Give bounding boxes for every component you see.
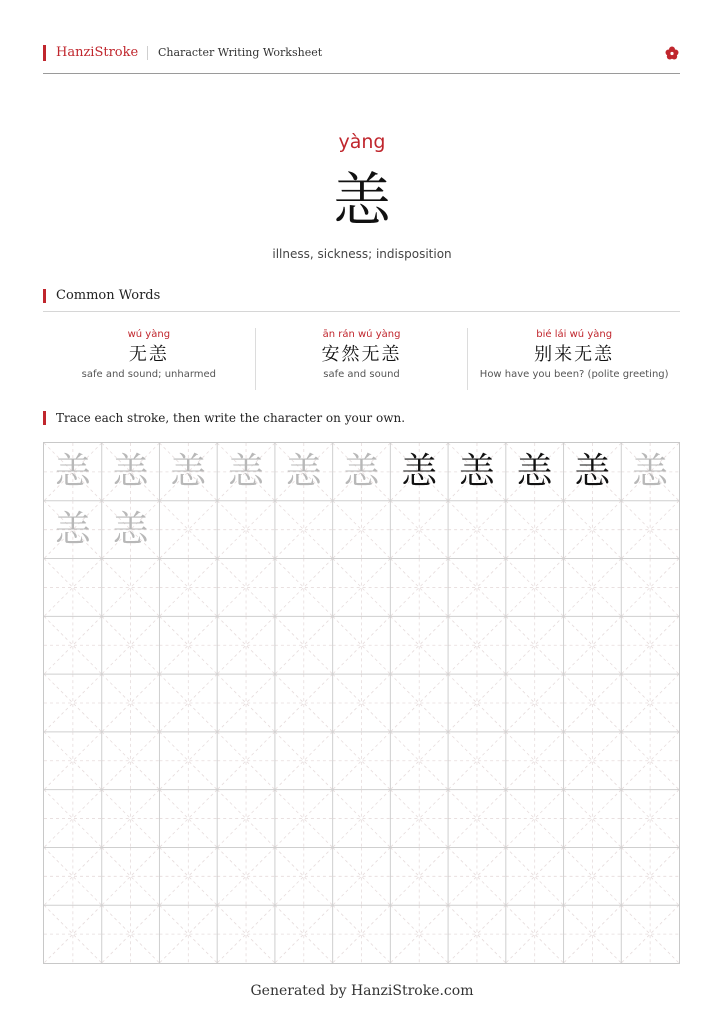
word-meaning: safe and sound; unharmed <box>81 369 217 380</box>
practice-instruction: Trace each stroke, then write the character on your own. <box>43 411 405 425</box>
word-card <box>255 328 468 390</box>
stroke-order-cell: 恙 <box>401 451 438 492</box>
footer-credit: Generated by HanziStroke.com <box>250 983 474 999</box>
word-meaning: How have you been? (polite greeting) <box>479 369 669 380</box>
common-words-title: Common Words <box>43 289 160 303</box>
stroke-order-cell: 恙 <box>228 451 265 492</box>
word-card <box>467 328 680 390</box>
main-character: 恙 <box>332 166 391 234</box>
section-divider <box>43 311 680 312</box>
word-pinyin: bié lái wú yàng <box>536 329 613 340</box>
practice-grid[interactable] <box>43 442 680 964</box>
word-hanzi: 安然无恙 <box>321 344 402 365</box>
trace-cell[interactable]: 恙 <box>54 508 91 550</box>
word-meaning: safe and sound <box>323 369 400 380</box>
stroke-order-cell: 恙 <box>574 451 611 492</box>
header-divider <box>147 46 148 60</box>
flower-logo-icon <box>664 45 680 61</box>
character-pinyin: yàng <box>338 131 386 153</box>
worksheet-subtitle: Character Writing Worksheet <box>158 46 323 59</box>
stroke-order-cell: 恙 <box>54 451 91 492</box>
word-card <box>43 328 255 390</box>
word-pinyin: wú yàng <box>127 329 171 340</box>
stroke-order-cell: 恙 <box>343 451 380 492</box>
word-hanzi: 无恙 <box>128 344 169 365</box>
stroke-order-cell: 恙 <box>632 451 669 492</box>
stroke-order-cell: 恙 <box>285 451 322 492</box>
stroke-order-cell: 恙 <box>112 451 149 492</box>
worksheet-header <box>43 42 680 74</box>
brand-name[interactable]: HanziStroke <box>43 45 138 61</box>
stroke-order-cell: 恙 <box>170 451 207 492</box>
trace-cell[interactable]: 恙 <box>112 508 149 550</box>
stroke-order-cell: 恙 <box>516 451 553 492</box>
character-meaning: illness, sickness; indisposition <box>272 247 452 261</box>
common-words-list <box>43 328 680 390</box>
word-pinyin: ān rán wú yàng <box>322 329 401 340</box>
stroke-order-cell: 恙 <box>458 451 495 492</box>
word-hanzi: 别来无恙 <box>534 344 615 365</box>
